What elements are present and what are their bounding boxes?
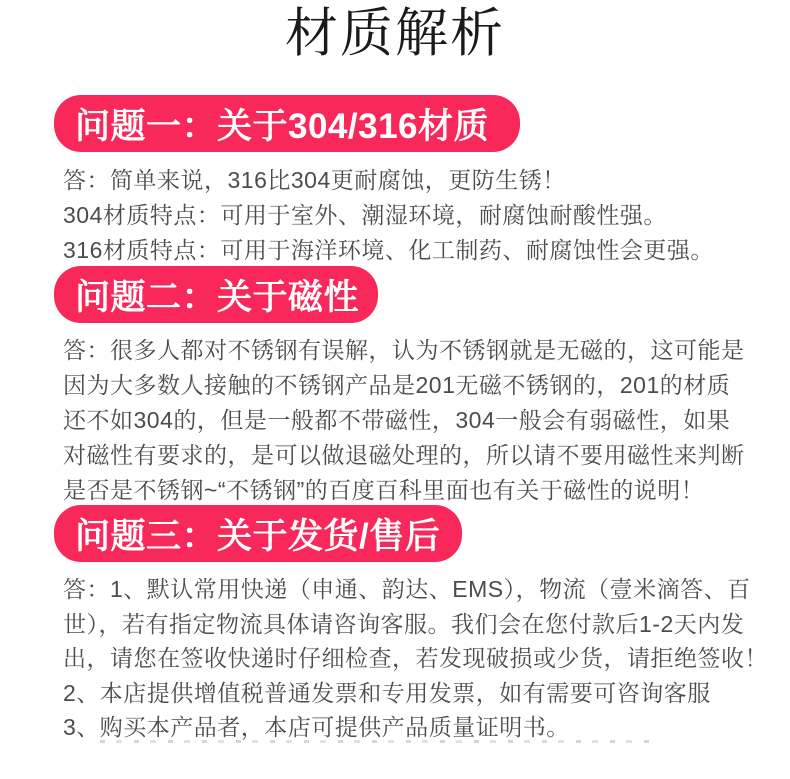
question-2-banner [54,266,378,323]
question-3-answer [63,572,768,745]
answer-line: 3、购买本产品者，本店可提供产品质量证明书。 [63,714,570,740]
answer-line: 还不如304的，但是一般都不带磁性，304一般会有弱磁性，如果 [63,407,731,433]
answer-line: 世），若有指定物流具体请咨询客服。我们会在您付款后1-2天内发 [63,610,745,637]
question-2-banner-label: 问题二：关于磁性 [75,277,360,317]
answer-line: 是否是不锈钢~“不锈钢”的百度百科里面也有关于磁性的说明！ [63,477,705,503]
question-1-answer [63,163,714,268]
answer-line: 304材质特点：可用于室外、潮湿环境，耐腐蚀耐酸性强。 [63,202,667,228]
question-1-banner [54,95,520,152]
question-1-banner-label: 问题一：关于304/316材质 [75,106,490,146]
answer-line: 2、本店提供增值税普通发票和专用发票，如有需要可咨询客服 [63,679,711,706]
answer-line: 答：简单来说，316比304更耐腐蚀，更防生锈！ [63,167,566,193]
question-3-banner-label: 问题三：关于发货/售后 [75,516,441,556]
answer-line: 答：1、默认常用快递（申通、韵达、EMS），物流（壹米滴答、百 [63,576,751,602]
question-3-banner [54,505,462,562]
page-title: 材质解析 [285,4,505,63]
answer-line: 出，请您在签收快递时仔细检查，若发现破损或少货，请拒绝签收！ [63,645,768,671]
answer-line: 对磁性有要求的，是可以做退磁处理的，所以请不要用磁性来判断 [63,442,745,468]
answer-line: 答：很多人都对不锈钢有误解，认为不锈钢就是无磁的，这可能是 [63,337,745,363]
answer-line: 因为大多数人接触的不锈钢产品是201无磁不锈钢的，201的材质 [63,372,731,398]
question-2-answer [63,333,745,508]
answer-line: 316材质特点：可用于海洋环境、化工制药、耐腐蚀性会更强。 [63,237,714,263]
clipped-text-remnant [100,740,660,743]
